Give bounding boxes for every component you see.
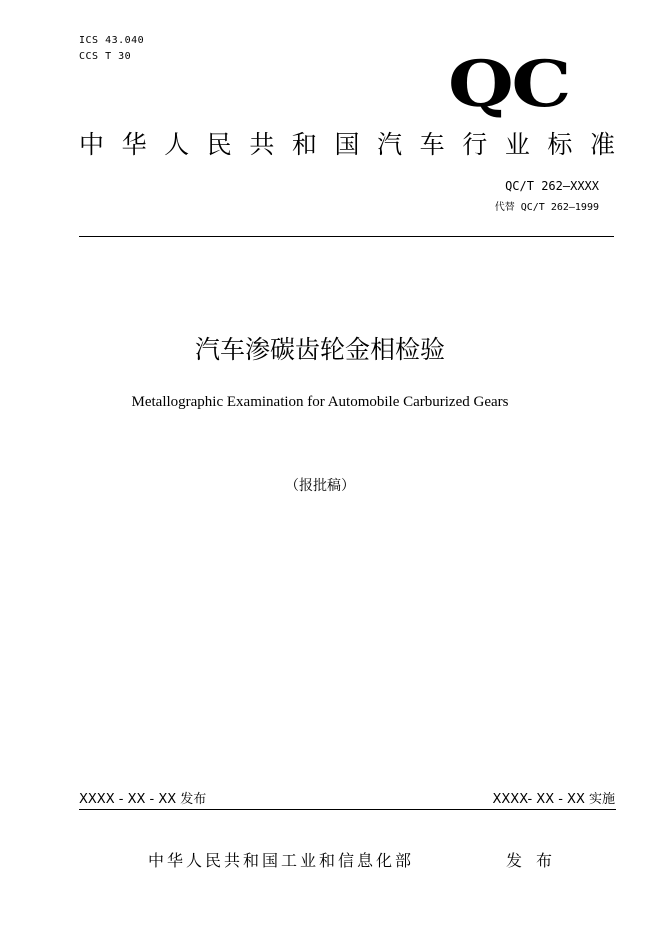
draft-status: （报批稿）: [285, 478, 355, 494]
implementation-date: XXXX- XX - XX 实施: [492, 792, 615, 807]
standard-number: QC/T 262—XXXX: [505, 179, 599, 193]
standard-authority-title: 中华人民共和国汽车行业标准: [79, 130, 615, 159]
document-title-english: Metallographic Examination for Automobile Carburized Gears: [131, 394, 509, 410]
replaced-standard: 代替 QC/T 262—1999: [494, 202, 599, 213]
footer-divider: [79, 809, 616, 810]
issue-date: XXXX - XX - XX 发布: [79, 792, 207, 807]
document-title-chinese: 汽车渗碳齿轮金相检验: [194, 335, 445, 364]
publisher: 中华人民共和国工业和信息化部: [148, 851, 415, 870]
qc-logo: QC: [448, 47, 570, 122]
publish-label: 发布: [506, 851, 567, 870]
ccs-code: CCS T 30: [79, 51, 132, 62]
ics-code: ICS 43.040: [79, 35, 145, 46]
header-divider: [79, 236, 614, 237]
